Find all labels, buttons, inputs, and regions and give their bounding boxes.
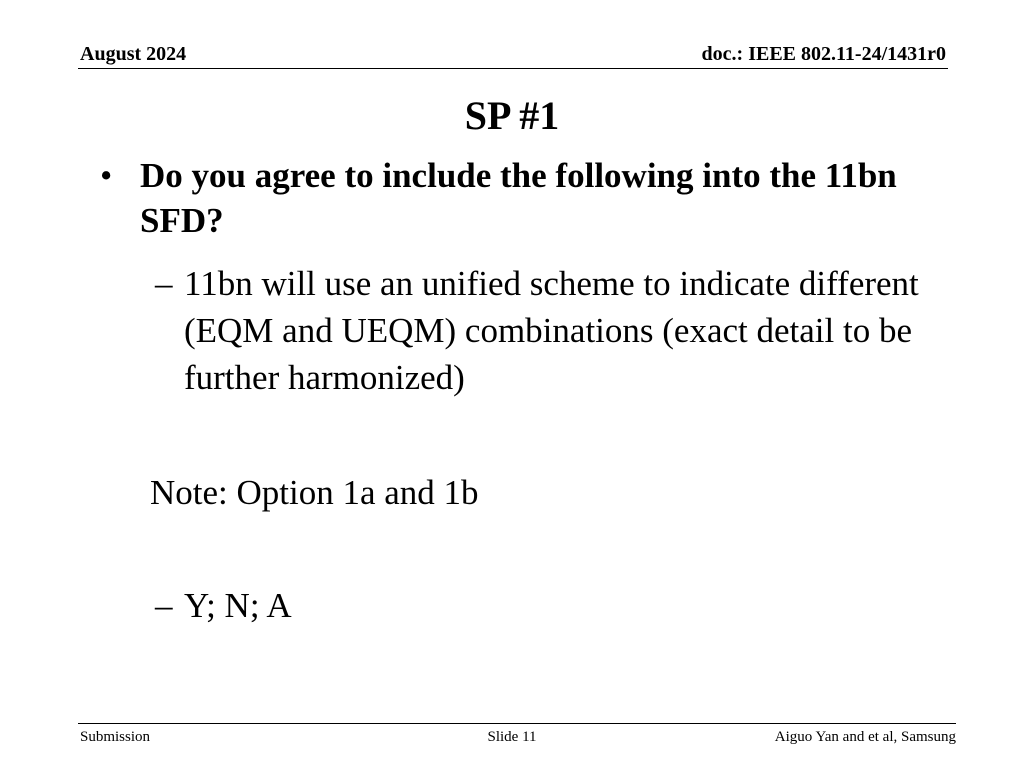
question-bullet: [100, 153, 940, 243]
header-date: August 2024: [80, 43, 187, 65]
header-divider: [78, 68, 948, 69]
bullet-marker: •: [100, 156, 113, 195]
footer-authors: Aiguo Yan and et al, Samsung: [774, 729, 956, 745]
vote-options-text: Y; N; A: [184, 586, 292, 625]
note-text: Note: Option 1a and 1b: [150, 473, 479, 512]
footer-submission: Submission: [80, 729, 151, 745]
footer-divider: [78, 723, 956, 724]
header-doc-id: doc.: IEEE 802.11-24/1431r0: [701, 43, 946, 65]
footer-slide-number: Slide 11: [487, 729, 537, 745]
vote-bullet: [155, 583, 292, 628]
question-text: Do you agree to include the following into the 11bn SFD?: [140, 156, 897, 240]
slide-title: SP #1: [464, 93, 560, 138]
vote-dash-marker: –: [155, 586, 173, 625]
sub-bullet: [155, 260, 935, 401]
sub-item-text: 11bn will use an unified scheme to indicate different (EQM and UEQM) combinations (exact detail to be further harmonized): [184, 264, 919, 397]
dash-marker: –: [155, 264, 173, 303]
